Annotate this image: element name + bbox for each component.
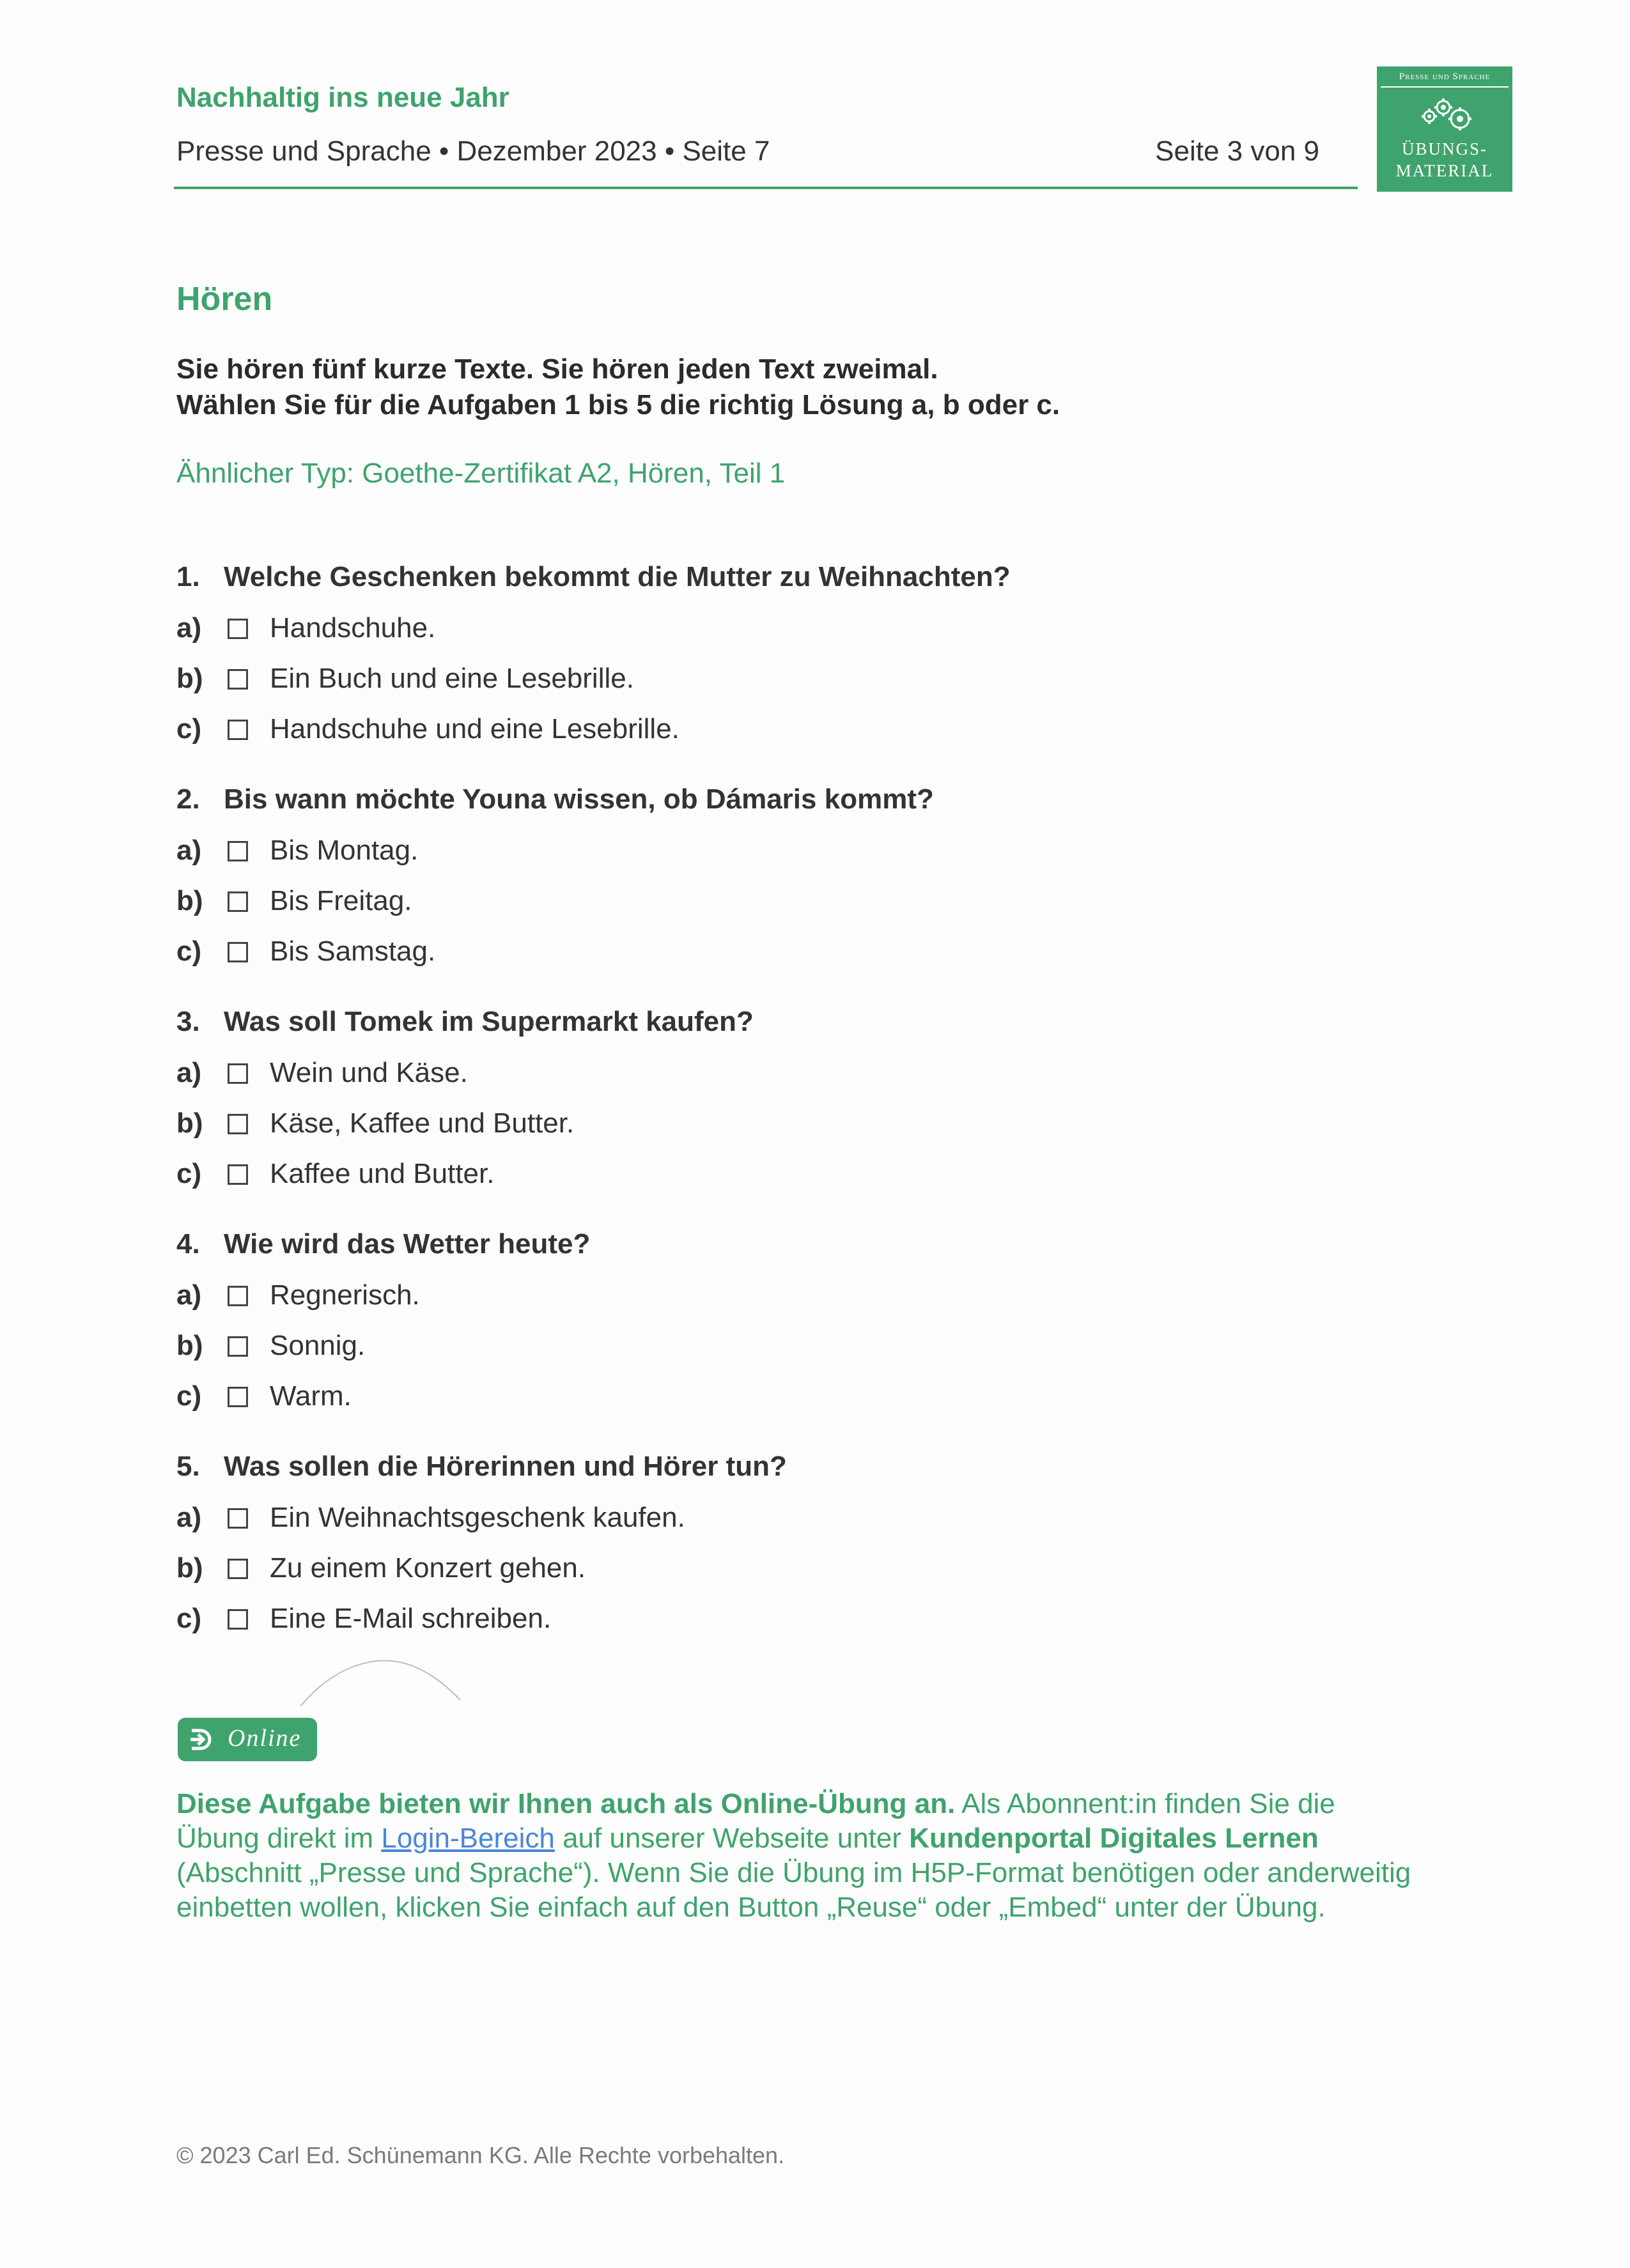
answer-checkbox[interactable]: [228, 1114, 248, 1134]
option-c: [176, 713, 679, 745]
option-c: [176, 936, 435, 968]
instruction-line-1: Sie hören fünf kurze Texte. Sie hören jeden Text zweimal.: [176, 353, 938, 385]
header-subtitle: Presse und Sprache • Dezember 2023 • Seite 7: [176, 135, 770, 167]
header-divider: [174, 187, 1358, 189]
logo-caption-line-2: MATERIAL: [1395, 161, 1494, 180]
option-letter: a): [176, 1057, 202, 1088]
option-letter: c): [176, 936, 202, 967]
answer-checkbox[interactable]: [228, 891, 248, 912]
online-lead: Diese Aufgabe bieten wir Ihnen auch als Online-Übung an.: [176, 1788, 956, 1819]
option-a: [176, 1502, 685, 1534]
option-a: [176, 612, 435, 644]
option-text: Zu einem Konzert gehen.: [270, 1552, 586, 1584]
option-letter: a): [176, 1279, 202, 1311]
option-a: [176, 1057, 468, 1089]
answer-checkbox[interactable]: [228, 1063, 248, 1084]
answer-checkbox[interactable]: [228, 1286, 248, 1306]
option-a: [176, 835, 418, 867]
online-text-3: (Abschnitt „Presse und Sprache“). Wenn Sie die Übung im H5P-Format benötigen oder anderweitig einbetten wollen, klicken Sie einfach auf den Button „Reuse“ oder „Embed“ unter der Übung.: [176, 1857, 1411, 1923]
question-text: Welche Geschenken bekommt die Mutter zu Weihnachten?: [224, 561, 1011, 592]
option-text: Wein und Käse.: [270, 1057, 468, 1088]
option-b: [176, 1552, 586, 1584]
question-heading: [176, 1228, 590, 1260]
question-text: Was soll Tomek im Supermarkt kaufen?: [224, 1006, 754, 1037]
option-letter: a): [176, 612, 202, 644]
option-letter: b): [176, 1107, 203, 1139]
option-letter: c): [176, 1380, 202, 1412]
option-b: [176, 663, 634, 695]
online-badge-label: Online: [228, 1725, 302, 1752]
portal-name: Kundenportal Digitales Lernen: [909, 1823, 1319, 1854]
answer-checkbox[interactable]: [228, 619, 248, 639]
question-number: 5.: [176, 1451, 200, 1482]
login-link[interactable]: Login-Bereich: [381, 1823, 555, 1854]
option-text: Sonnig.: [270, 1330, 366, 1361]
option-text: Ein Weihnachtsgeschenk kaufen.: [270, 1502, 685, 1533]
header-title: Nachhaltig ins neue Jahr: [176, 82, 509, 113]
arrow-right-icon: [188, 1727, 213, 1752]
option-text: Warm.: [270, 1380, 352, 1412]
online-info-paragraph: [176, 1787, 1423, 1925]
section-title: Hören: [176, 281, 273, 318]
question-number: 1.: [176, 561, 200, 592]
answer-checkbox[interactable]: [228, 1164, 248, 1185]
option-text: Eine E-Mail schreiben.: [270, 1603, 552, 1634]
page-counter: Seite 3 von 9: [1155, 135, 1319, 167]
answer-checkbox[interactable]: [228, 1508, 248, 1529]
option-text: Handschuhe.: [270, 612, 436, 644]
option-a: [176, 1279, 420, 1311]
option-c: [176, 1603, 551, 1635]
option-letter: b): [176, 663, 203, 694]
option-letter: c): [176, 1158, 202, 1189]
option-text: Käse, Kaffee und Butter.: [270, 1107, 575, 1139]
answer-checkbox[interactable]: [228, 1336, 248, 1357]
instructions: [176, 351, 1060, 423]
option-b: [176, 1330, 365, 1362]
option-text: Bis Montag.: [270, 835, 419, 866]
question-heading: [176, 783, 934, 815]
option-letter: b): [176, 885, 203, 916]
option-c: [176, 1158, 494, 1190]
option-text: Handschuhe und eine Lesebrille.: [270, 713, 679, 744]
option-letter: b): [176, 1552, 203, 1584]
logo-caption-line-1: ÜBUNGS-: [1401, 139, 1487, 158]
option-text: Kaffee und Butter.: [270, 1158, 495, 1189]
gears-icon: [1419, 93, 1473, 134]
option-letter: a): [176, 1502, 202, 1533]
option-b: [176, 885, 412, 917]
question-heading: [176, 561, 1011, 593]
answer-checkbox[interactable]: [228, 720, 248, 740]
question-heading: [176, 1451, 787, 1483]
question-text: Wie wird das Wetter heute?: [224, 1228, 591, 1260]
question-text: Was sollen die Hörerinnen und Hörer tun?: [224, 1451, 787, 1482]
copyright-footer: © 2023 Carl Ed. Schünemann KG. Alle Rechte vorbehalten.: [176, 2142, 785, 2168]
answer-checkbox[interactable]: [228, 1387, 248, 1407]
question-number: 3.: [176, 1006, 200, 1037]
option-text: Ein Buch und eine Lesebrille.: [270, 663, 634, 694]
option-text: Bis Freitag.: [270, 885, 412, 916]
logo-publisher-text: Presse und Sprache: [1381, 72, 1509, 88]
online-text-2: auf unserer Webseite unter: [554, 1823, 910, 1854]
answer-checkbox[interactable]: [228, 1559, 248, 1579]
answer-checkbox[interactable]: [228, 942, 248, 962]
question-heading: [176, 1006, 754, 1038]
pencil-scribble: [294, 1655, 473, 1713]
answer-checkbox[interactable]: [228, 669, 248, 690]
question-number: 2.: [176, 783, 200, 815]
uebungsmaterial-logo: [1377, 66, 1512, 192]
instruction-line-2: Wählen Sie für die Aufgaben 1 bis 5 die richtig Lösung a, b oder c.: [176, 389, 1060, 420]
question-number: 4.: [176, 1228, 200, 1260]
option-text: Regnerisch.: [270, 1279, 420, 1311]
option-letter: c): [176, 1603, 202, 1634]
option-letter: a): [176, 835, 202, 866]
question-text: Bis wann möchte Youna wissen, ob Dámaris kommt?: [224, 783, 934, 815]
logo-caption: [1377, 138, 1512, 181]
online-text-1: Als Abonnent:in finden Sie die Übung direkt im: [176, 1788, 1335, 1854]
option-letter: c): [176, 713, 202, 744]
option-b: [176, 1107, 574, 1139]
option-text: Bis Samstag.: [270, 936, 436, 967]
option-letter: b): [176, 1330, 203, 1361]
option-c: [176, 1380, 352, 1412]
online-badge[interactable]: [178, 1718, 317, 1761]
answer-checkbox[interactable]: [228, 841, 248, 861]
answer-checkbox[interactable]: [228, 1609, 248, 1630]
similar-type-note: Ähnlicher Typ: Goethe-Zertifikat A2, Hören, Teil 1: [176, 458, 786, 489]
